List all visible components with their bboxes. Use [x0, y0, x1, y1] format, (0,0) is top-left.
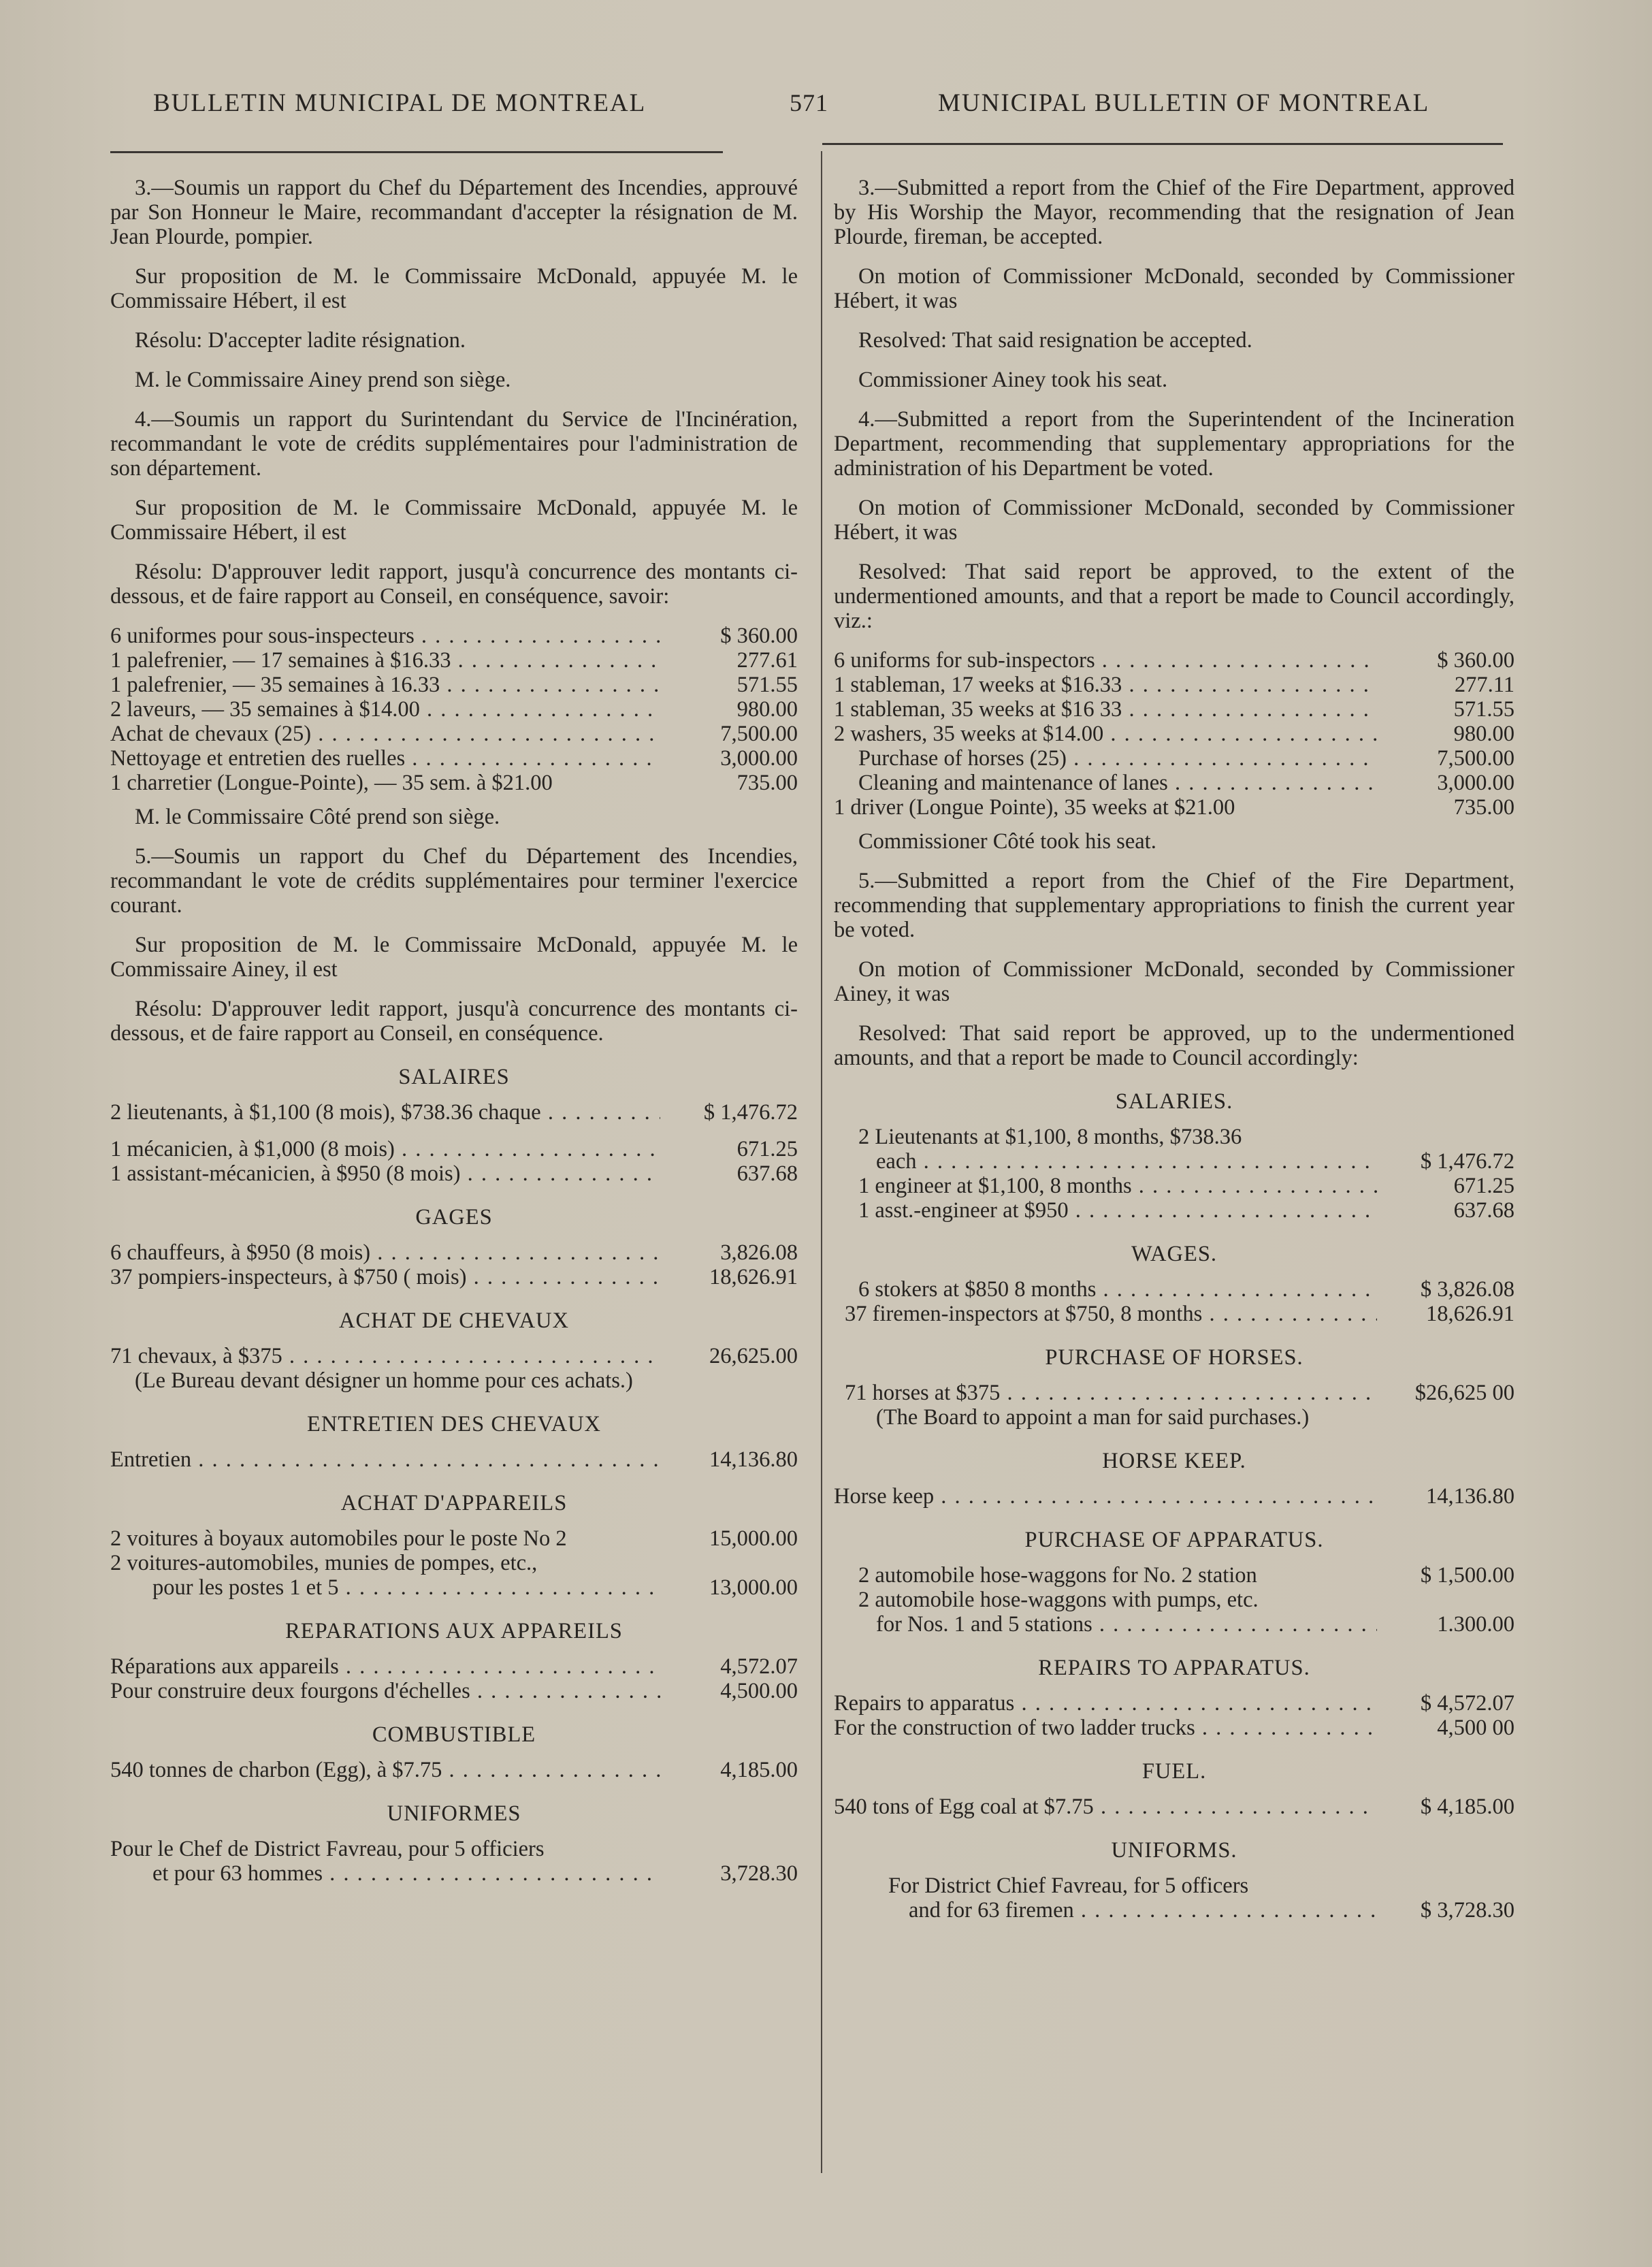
en-item-5-resolved: Resolved: That said report be approved, up to the undermentioned amounts, and that a report be made to Council accordingly:: [834, 1021, 1515, 1070]
fr-item-5-motion: Sur proposition de M. le Commissaire McDonald, appuyée M. le Commissaire Ainey, il est: [110, 933, 798, 982]
list-item: Cleaning and maintenance of lanes . . . 3,000.00: [834, 771, 1515, 795]
list-item: 37 firemen-inspectors at $750, 8 months . . . 18,626.91: [834, 1302, 1515, 1326]
list-item: Entretien . . . 14,136.80: [110, 1447, 798, 1472]
list-item: 1 charretier (Longue-Pointe), — 35 sem. à $21.00 735.00: [110, 771, 798, 795]
english-column: [834, 176, 1515, 1923]
fr-ainey-seat: M. le Commissaire Ainey prend son siège.: [135, 368, 511, 392]
list-item: et pour 63 hommes . . . 3,728.30: [110, 1861, 798, 1886]
en-horses-note: (The Board to appoint a man for said purchases.): [876, 1405, 1310, 1430]
fr-heading-reparations: REPARATIONS AUX APPAREILS: [285, 1619, 623, 1643]
french-column: [110, 176, 798, 1886]
list-item: 71 horses at $375 . . . $26,625 00: [834, 1381, 1515, 1405]
list-item: Nettoyage et entretien des ruelles . . . 3,000.00: [110, 746, 798, 771]
en-item-3-motion: On motion of Commissioner McDonald, seconded by Commissioner Hébert, it was: [834, 264, 1515, 313]
list-item: 1 driver (Longue Pointe), 35 weeks at $21.00 735.00: [834, 795, 1515, 820]
fr-heading-salaires: SALAIRES: [398, 1065, 510, 1089]
list-item: 1 stableman, 17 weeks at $16.33 . . . 277.11: [834, 673, 1515, 697]
fr-heading-combustible: COMBUSTIBLE: [372, 1722, 536, 1747]
list-item: 2 automobile hose-waggons with pumps, etc.: [858, 1588, 1259, 1612]
fr-item-3: 3.—Soumis un rapport du Chef du Département des Incendies, approuvé par Son Honneur le Maire, recommandant d'accepter la résignation de M. Jean Plourde, pompier.: [110, 176, 798, 249]
fr-heading-achat-chevaux: ACHAT DE CHEVAUX: [338, 1308, 570, 1333]
en-item-3-resolved: Resolved: That said resignation be accepted.: [858, 328, 1252, 353]
list-item: For the construction of two ladder trucks . . . 4,500 00: [834, 1716, 1515, 1740]
list-item: 6 uniforms for sub-inspectors . . . $ 360.00: [834, 648, 1515, 673]
list-item: 1 stableman, 35 weeks at $16 33 . . . 571.55: [834, 697, 1515, 722]
header-rule-left: [110, 151, 723, 153]
fr-item-4-motion: Sur proposition de M. le Commissaire McDonald, appuyée M. le Commissaire Hébert, il est: [110, 496, 798, 545]
fr-heading-appareils: ACHAT D'APPAREILS: [340, 1491, 568, 1515]
list-item: Horse keep . . . 14,136.80: [834, 1484, 1515, 1509]
list-item: for Nos. 1 and 5 stations . . . 1.300.00: [834, 1612, 1515, 1637]
list-item: 2 washers, 35 weeks at $14.00 . . . 980.00: [834, 722, 1515, 746]
fr-item-3-motion: Sur proposition de M. le Commissaire McDonald, appuyée M. le Commissaire Hébert, il est: [110, 264, 798, 313]
fr-heading-entretien: ENTRETIEN DES CHEVAUX: [306, 1412, 602, 1436]
en-item-4: 4.—Submitted a report from the Superintendent of the Incineration Department, recommending that supplementary appropriations for the administration of his Department be voted.: [834, 407, 1515, 481]
list-item: Réparations aux appareils . . . 4,572.07: [110, 1654, 798, 1679]
en-heading-wages: WAGES.: [1131, 1242, 1218, 1266]
list-item: 6 stokers at $850 8 months . . . $ 3,826.08: [834, 1277, 1515, 1302]
en-item-5-motion: On motion of Commissioner McDonald, seconded by Commissioner Ainey, it was: [834, 957, 1515, 1006]
list-item: 1 palefrenier, — 17 semaines à $16.33 . . . 277.61: [110, 648, 798, 673]
fr-item-5-resolved: Résolu: D'approuver ledit rapport, jusqu'à concurrence des montants ci-dessous, et de faire rapport au Conseil, en conséquence.: [110, 997, 798, 1046]
en-item-3: 3.—Submitted a report from the Chief of the Fire Department, approved by His Worship the Mayor, recommending that the resignation of Jean Plourde, fireman, be accepted.: [834, 176, 1515, 249]
list-item: 2 automobile hose-waggons for No. 2 station $ 1,500.00: [858, 1563, 1515, 1588]
list-item: 71 chevaux, à $375 . . . 26,625.00: [110, 1344, 798, 1368]
list-item: Achat de chevaux (25) . . . 7,500.00: [110, 722, 798, 746]
en-heading-horse-keep: HORSE KEEP.: [1102, 1449, 1246, 1473]
list-item: 2 laveurs, — 35 semaines à $14.00 . . . 980.00: [110, 697, 798, 722]
list-item: 37 pompiers-inspecteurs, à $750 ( mois) . . . 18,626.91: [110, 1265, 798, 1289]
list-item: 2 lieutenants, à $1,100 (8 mois), $738.36 chaque . . . $ 1,476.72: [110, 1100, 798, 1125]
en-heading-apparatus: PURCHASE OF APPARATUS.: [1024, 1528, 1324, 1552]
fr-item-3-resolved: Résolu: D'accepter ladite résignation.: [135, 328, 466, 353]
list-item: 6 uniformes pour sous-inspecteurs . . . $ 360.00: [110, 624, 798, 648]
list-item: 2 voitures à boyaux automobiles pour le poste No 2 15,000.00: [110, 1526, 798, 1551]
header-title-french: BULLETIN MUNICIPAL DE MONTREAL: [153, 89, 647, 117]
en-item-4-motion: On motion of Commissioner McDonald, seconded by Commissioner Hébert, it was: [834, 496, 1515, 545]
en-heading-salaries: SALARIES.: [1115, 1089, 1233, 1114]
en-heading-fuel: FUEL.: [1141, 1759, 1207, 1784]
en-ainey-seat: Commissioner Ainey took his seat.: [858, 368, 1168, 392]
list-item: 1 asst.-engineer at $950 . . . 637.68: [834, 1198, 1515, 1223]
list-item: Pour le Chef de District Favreau, pour 5 officiers: [110, 1837, 545, 1861]
fr-chevaux-note: (Le Bureau devant désigner un homme pour ces achats.): [135, 1368, 633, 1393]
en-heading-uniforms: UNIFORMS.: [1111, 1838, 1237, 1863]
list-item: 1 mécanicien, à $1,000 (8 mois) . . . 671.25: [110, 1137, 798, 1161]
fr-item-5: 5.—Soumis un rapport du Chef du Département des Incendies, recommandant le vote de crédits supplémentaires pour terminer l'exercice courant.: [110, 844, 798, 918]
en-cote-seat: Commissioner Côté took his seat.: [858, 829, 1156, 854]
page-number: 571: [790, 89, 828, 116]
list-item: 540 tons of Egg coal at $7.75 . . . $ 4,185.00: [834, 1795, 1515, 1819]
en-item-5: 5.—Submitted a report from the Chief of the Fire Department, recommending that supplementary appropriations to finish the current year be voted.: [834, 869, 1515, 942]
list-item: 2 Lieutenants at $1,100, 8 months, $738.36: [858, 1125, 1242, 1149]
list-item: Purchase of horses (25) . . . 7,500.00: [834, 746, 1515, 771]
list-item: Pour construire deux fourgons d'échelles . . . 4,500.00: [110, 1679, 798, 1703]
list-item: 1 engineer at $1,100, 8 months . . . 671.25: [834, 1174, 1515, 1198]
list-item: Repairs to apparatus . . . $ 4,572.07: [834, 1691, 1515, 1716]
en-item-4-list: [834, 648, 1515, 820]
list-item: 1 palefrenier, — 35 semaines à 16.33 . . . 571.55: [110, 673, 798, 697]
fr-item-4: 4.—Soumis un rapport du Surintendant du Service de l'Incinération, recommandant le vote de crédits supplémentaires pour l'administration de son département.: [110, 407, 798, 481]
header-title-english: MUNICIPAL BULLETIN OF MONTREAL: [938, 89, 1430, 117]
list-item: and for 63 firemen . . . $ 3,728.30: [834, 1898, 1515, 1923]
list-item: For District Chief Favreau, for 5 officers: [888, 1874, 1249, 1898]
fr-heading-gages: GAGES: [415, 1205, 493, 1229]
list-item: pour les postes 1 et 5 . . . 13,000.00: [110, 1575, 798, 1600]
en-item-4-resolved: Resolved: That said report be approved, to the extent of the undermentioned amounts, and that a report be made to Council accordingly, viz.:: [834, 560, 1515, 633]
en-heading-purchase-horses: PURCHASE OF HORSES.: [1045, 1345, 1303, 1370]
fr-heading-uniformes: UNIFORMES: [387, 1801, 521, 1826]
fr-cote-seat: M. le Commissaire Côté prend son siège.: [135, 805, 500, 829]
en-heading-repairs: REPAIRS TO APPARATUS.: [1038, 1656, 1310, 1680]
list-item: 6 chauffeurs, à $950 (8 mois) . . . 3,826.08: [110, 1240, 798, 1265]
list-item: 1 assistant-mécanicien, à $950 (8 mois) . . . 637.68: [110, 1161, 798, 1186]
list-item: each . . . $ 1,476.72: [834, 1149, 1515, 1174]
fr-item-4-resolved: Résolu: D'approuver ledit rapport, jusqu'à concurrence des montants ci-dessous, et de faire rapport au Conseil, en conséquence, savoir:: [110, 560, 798, 609]
header-rule-right: [822, 143, 1503, 145]
list-item: 540 tonnes de charbon (Egg), à $7.75 . . . 4,185.00: [110, 1758, 798, 1782]
fr-item-4-list: [110, 624, 798, 795]
list-item: 2 voitures-automobiles, munies de pompes, etc.,: [110, 1551, 538, 1575]
column-divider: [821, 151, 822, 2173]
